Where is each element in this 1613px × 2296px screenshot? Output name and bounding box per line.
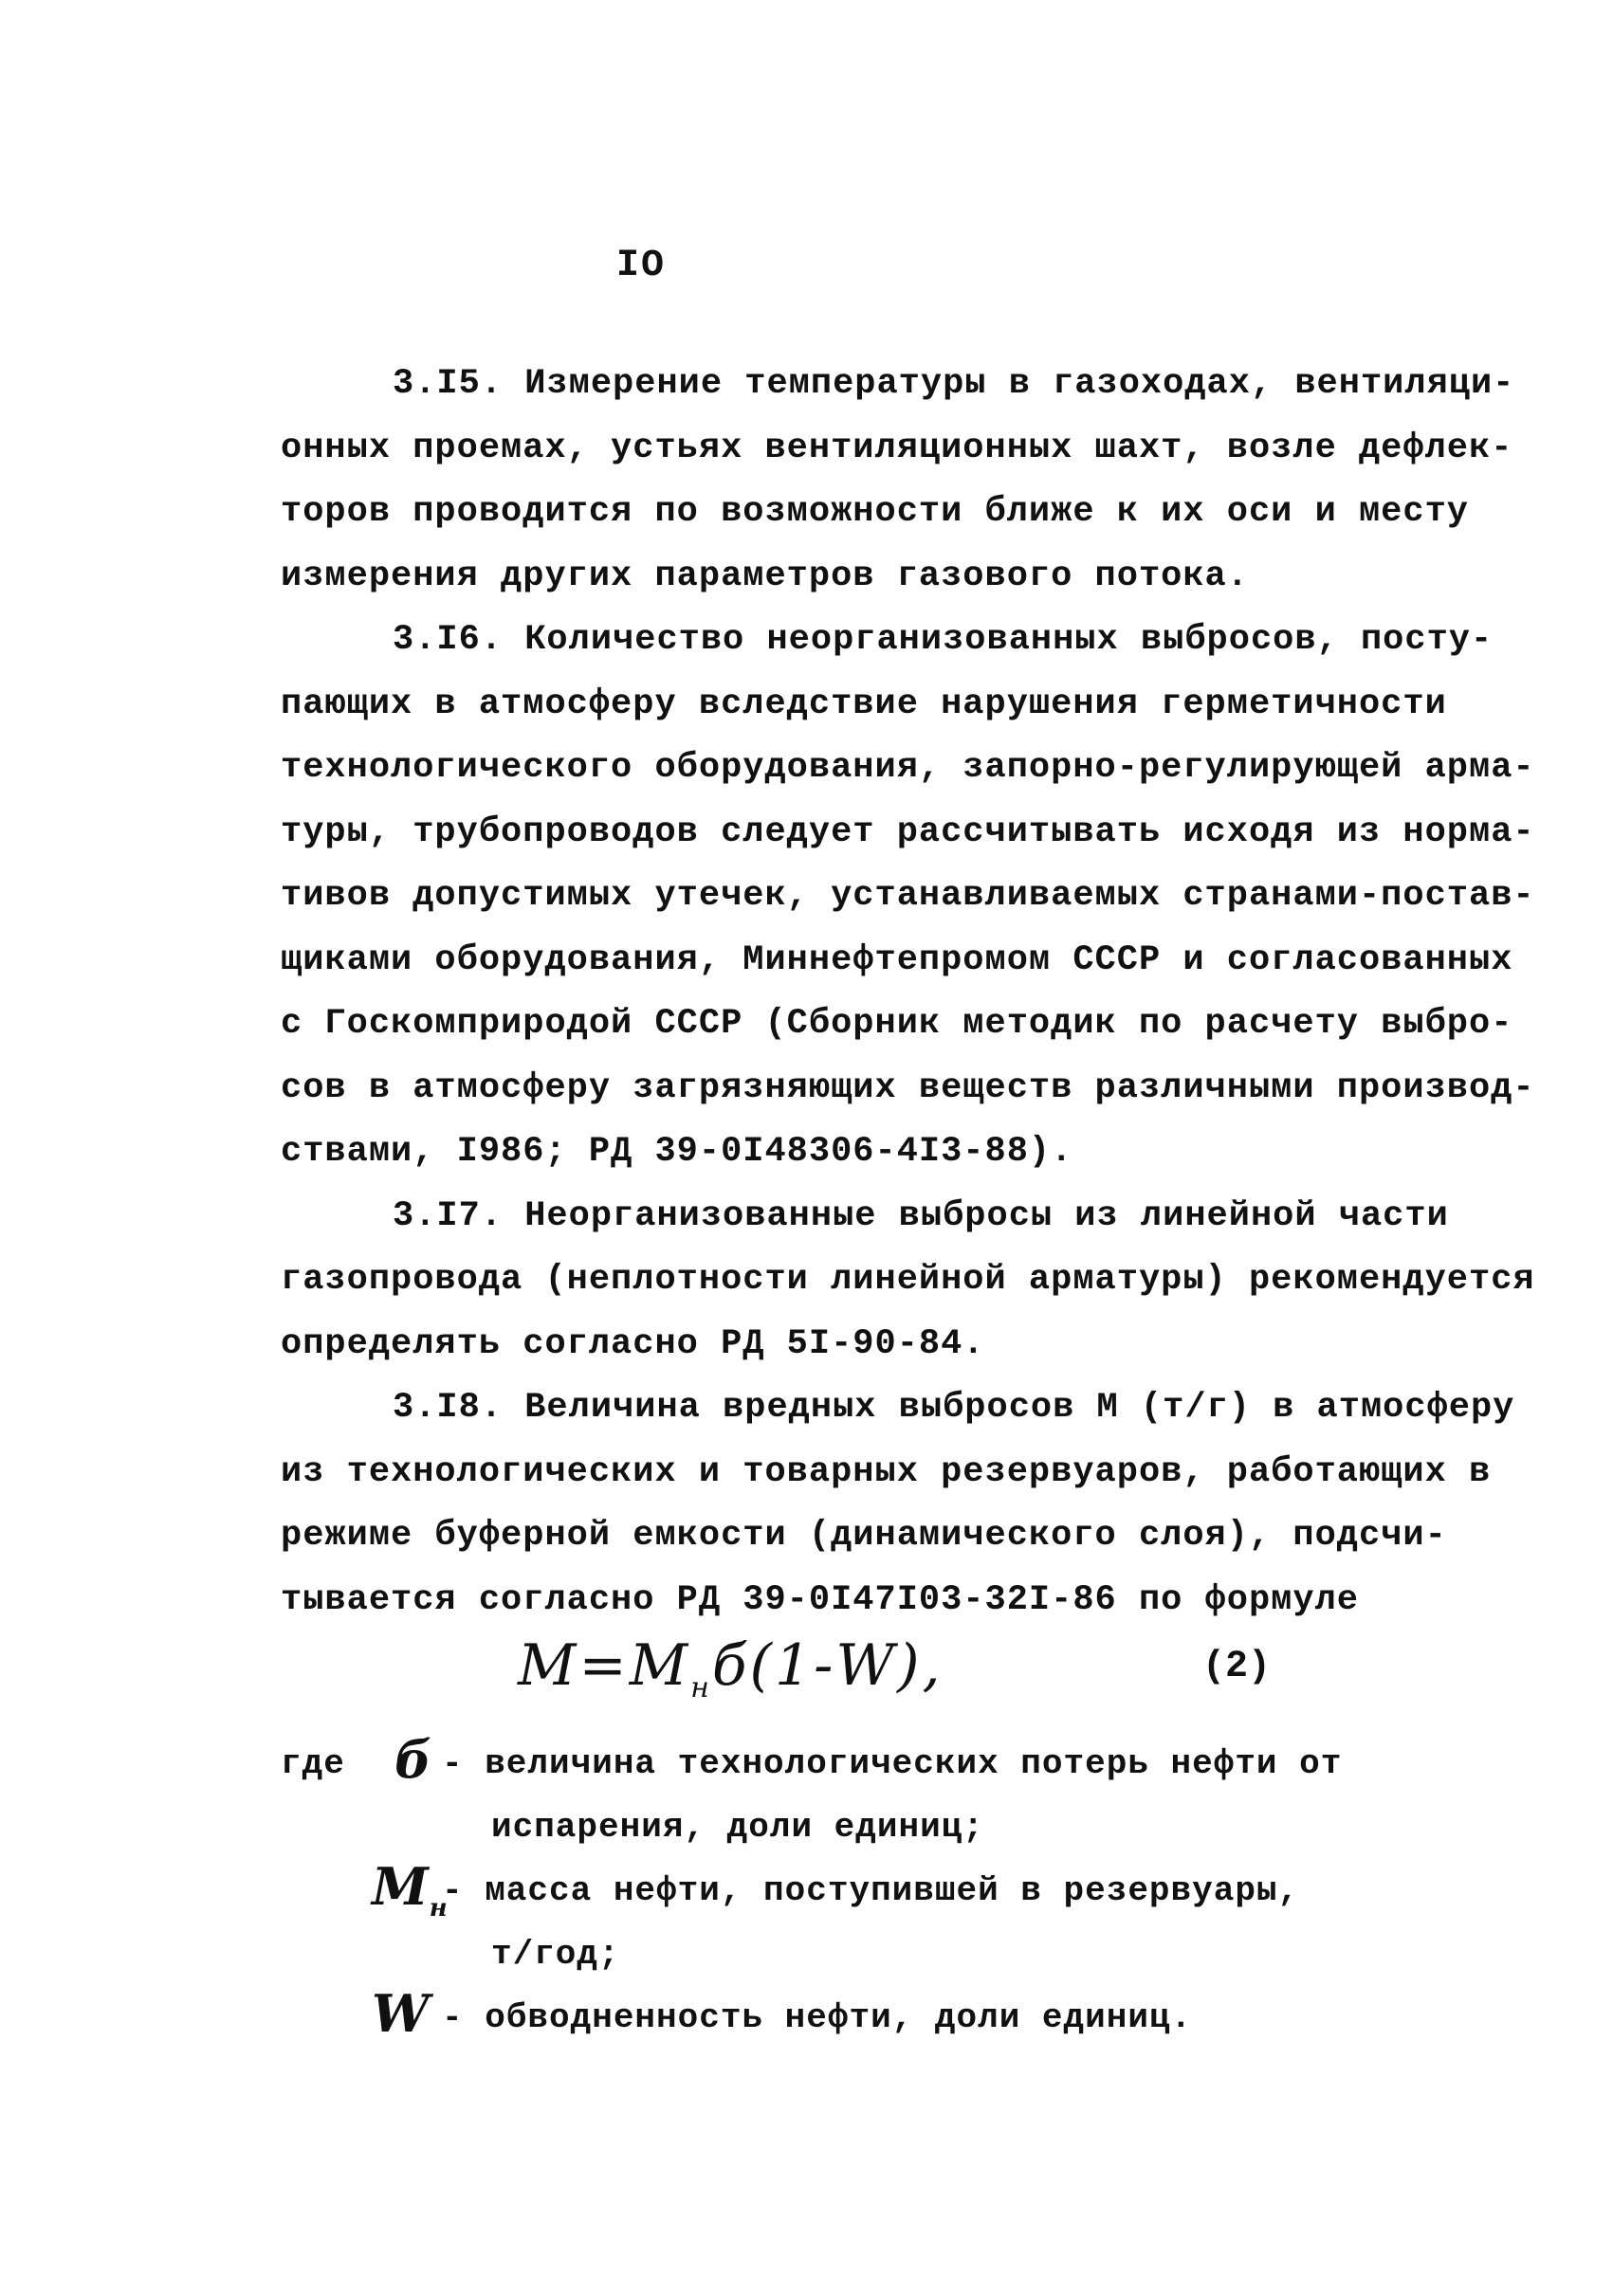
legend-item [281, 1729, 1352, 1798]
text-line: 3.I5. Измерение температуры в газоходах, вентиляци- [393, 364, 1515, 404]
legend-where-label: где [281, 1744, 345, 1783]
formula-equals: = [578, 1632, 630, 1699]
text-line: с Госкомприродой СССР (Сборник методик по расчету выбро- [281, 1004, 1513, 1044]
legend-item-continuation [281, 1925, 1352, 1989]
text-line: сов в атмосферу загрязняющих веществ различными производ- [281, 1067, 1535, 1108]
legend-description-continued: испарения, доли единиц; [491, 1808, 984, 1847]
text-line: газопровода (неплотности линейной арматуры) рекомендуется [281, 1260, 1535, 1300]
formula-m-sub: н [690, 1671, 712, 1704]
legend-description: - величина технологических потерь нефти от [442, 1744, 1343, 1783]
text-line: 3.I6. Количество неорганизованных выбросов, посту- [393, 620, 1494, 660]
text-line: из технологических и товарных резервуаров, работающих в [281, 1451, 1492, 1492]
legend-item-continuation [281, 1798, 1352, 1862]
formula-row [281, 1632, 1352, 1718]
legend-symbol-base: б [394, 1729, 432, 1790]
text-line: пающих в атмосферу вследствие нарушения герметичности [281, 683, 1447, 724]
document-body [281, 353, 1535, 1632]
legend-item [281, 1983, 1352, 2052]
text-line: онных проемах, устьях вентиляционных шахт, возле дефлек- [281, 428, 1513, 468]
page-number: IO [616, 245, 667, 287]
paragraph-3-16 [281, 609, 1535, 1185]
formula-m-base: M [629, 1632, 691, 1699]
paragraph-3-15 [281, 353, 1515, 609]
text-line: тивов допустимых утечек, устанавливаемых странами-постав- [281, 876, 1535, 916]
text-line: ствами, I986; РД 39-0I48306-4I3-88). [281, 1132, 1073, 1172]
text-line: торов проводится по возможности ближе к их оси и месту [281, 492, 1469, 532]
legend-symbol [372, 1856, 449, 1922]
paragraph-3-18 [281, 1376, 1515, 1632]
text-line: технологического оборудования, запорно-регулирующей арма- [281, 748, 1535, 788]
formula-sigma: б [711, 1632, 750, 1699]
formula [518, 1632, 944, 1704]
paragraph-3-17 [281, 1185, 1535, 1377]
legend-symbol-base: W [372, 1983, 431, 2044]
text-line: 3.I8. Величина вредных выбросов M (т/г) в атмосферу [393, 1388, 1515, 1428]
legend-symbol [376, 1729, 432, 1790]
legend-description-continued: т/год; [491, 1935, 620, 1974]
formula-legend [281, 1729, 1352, 2052]
text-line: определять согласно РД 5I-90-84. [281, 1323, 985, 1364]
formula-tail: (1-W), [749, 1632, 944, 1699]
text-line: тывается согласно РД 39-0I47I03-32I-86 по формуле [281, 1579, 1359, 1620]
text-line: измерения других параметров газового потока. [281, 556, 1249, 596]
text-line: 3.I7. Неорганизованные выбросы из линейной части [393, 1195, 1449, 1236]
text-line: щиками оборудования, Миннефтепромом СССР и согласованных [281, 939, 1513, 980]
formula-number: (2) [1202, 1646, 1272, 1688]
legend-symbol-base: M [372, 1856, 430, 1917]
legend-symbol [372, 1983, 429, 2044]
text-line: туры, трубопроводов следует рассчитывать исходя из норма- [281, 811, 1535, 852]
legend-symbol-sub: н [429, 1893, 449, 1922]
legend-description: - обводненность нефти, доли единиц. [442, 1998, 1193, 2037]
legend-item [281, 1856, 1352, 1925]
legend-description: - масса нефти, поступившей в резервуары, [442, 1871, 1300, 1910]
text-line: режиме буферной емкости (динамического слоя), подсчи- [281, 1516, 1447, 1556]
formula-lhs: M [518, 1632, 579, 1699]
